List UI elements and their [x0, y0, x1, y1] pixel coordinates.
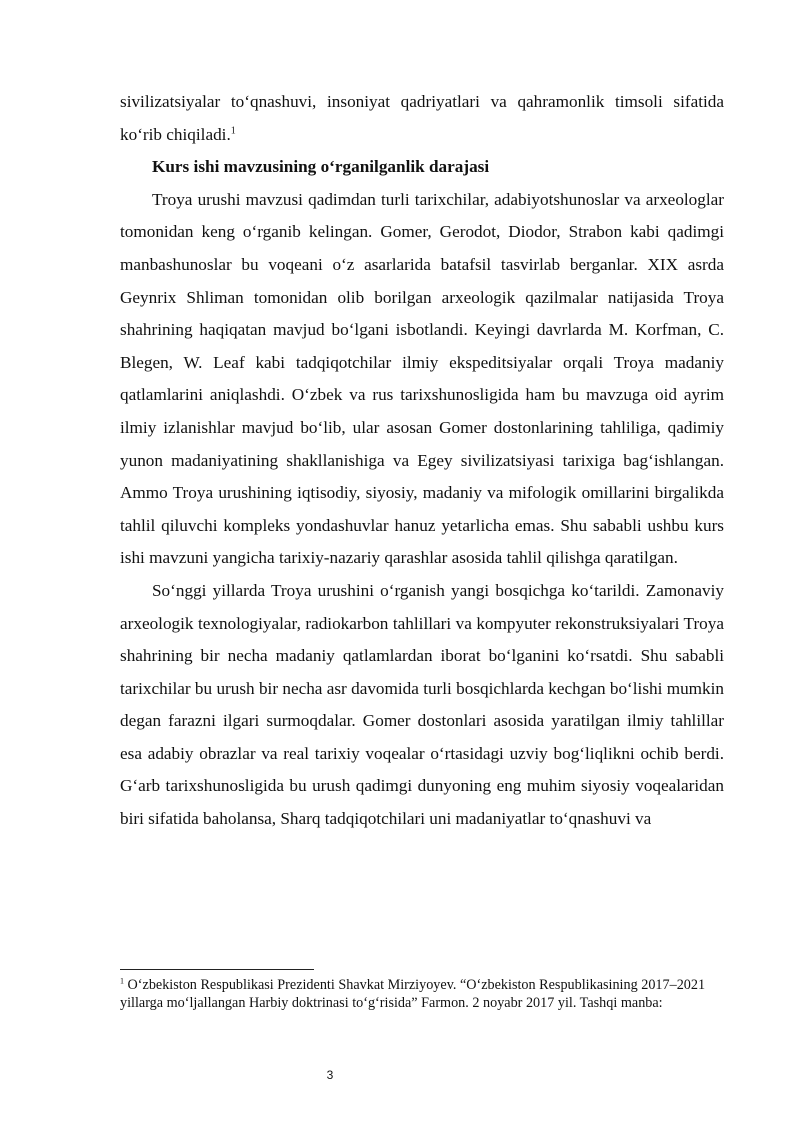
section-heading: Kurs ishi mavzusining o‘rganilganlik darajasi [152, 157, 490, 177]
paragraph-continuation-text: sivilizatsiyalar to‘qnashuvi, insoniyat qadriyatlari va qahramonlik timsoli sifatida ko‘rib chiqiladi. [120, 92, 724, 144]
paragraph-study-level: Troya urushi mavzusi qadimdan turli tarixchilar, adabiyotshunoslar va arxeologlar tomonidan keng o‘rganib kelingan. Gomer, Gerodot, Diodor, Strabon kabi qadimgi manbashunoslar bu voqeani o‘z asarlarida batafsil tasvirlab berganlar. XIX asrda Geynrix Shliman tomonidan olib borilgan arxeologik qazilmalar natijasida Troya shahrining haqiqatan mavjud bo‘lgani isbotlandi. Keyingi davrlarda M. Korfman, C. Blegen, W. Leaf kabi tadqiqotchilar ilmiy ekspeditsiyalar orqali Troya madaniy qatlamlarini aniqlashdi. O‘zbek va rus tarixshunosligida ham bu mavzuga oid ayrim ilmiy izlanishlar mavjud bo‘lib, ular asosan Gomer dostonlarining tahliliga, qadimiy yunon madaniyatining shakllanishiga va Egey sivilizatsiyasi tarixiga bag‘ishlangan. Ammo Troya urushining iqtisodiy, siyosiy, madaniy va mifologik omillarini birgalikda tahlil qiluvchi kompleks yondashuvlar hanuz yetarlicha emas. Shu sababli ushbu kurs ishi mavzuni yangicha tarixiy-nazariy qarashlar asosida tahlil qilishga qaratilgan. [120, 189, 724, 568]
page-number: 3 [326, 1068, 334, 1082]
footnote-reference[interactable]: 1 [230, 124, 236, 136]
footnote [120, 976, 724, 1013]
page-body [120, 86, 724, 836]
footnote-text: O‘zbekiston Respublikasi Prezidenti Shavkat Mirziyoyev. “O‘zbekiston Respublikasining 2017–2021 yillarga mo‘ljallangan Harbiy doktrinasi to‘g‘risida” Farmon. 2 noyabr 2017 yil. Tashqi manba: [120, 977, 706, 1012]
footnote-divider [120, 969, 314, 970]
footnote-marker: 1 [120, 976, 124, 986]
paragraph-continuation [120, 86, 724, 151]
paragraph-recent-research: So‘nggi yillarda Troya urushini o‘rganish yangi bosqichga ko‘tarildi. Zamonaviy arxeologik texnologiyalar, radiokarbon tahlillari va kompyuter rekonstruksiyalari Troya shahrining bir necha madaniy qatlamlardan iborat bo‘lganini ko‘rsatdi. Shu sababli tarixchilar bu urush bir necha asr davomida turli bosqichlarda kechgan bo‘lishi mumkin degan farazni ilgari surmoqdalar. Gomer dostonlari asosida yaratilgan ilmiy tahlillar esa adabiy obrazlar va real tarixiy voqealar o‘rtasidagi uzviy bog‘liqlikni ochib berdi. G‘arb tarixshunosligida bu urush qadimgi dunyoning eng muhim siyosiy voqealaridan biri sifatida baholansa, Sharq tadqiqotchilari uni madaniyatlar to‘qnashuvi va [120, 580, 724, 829]
